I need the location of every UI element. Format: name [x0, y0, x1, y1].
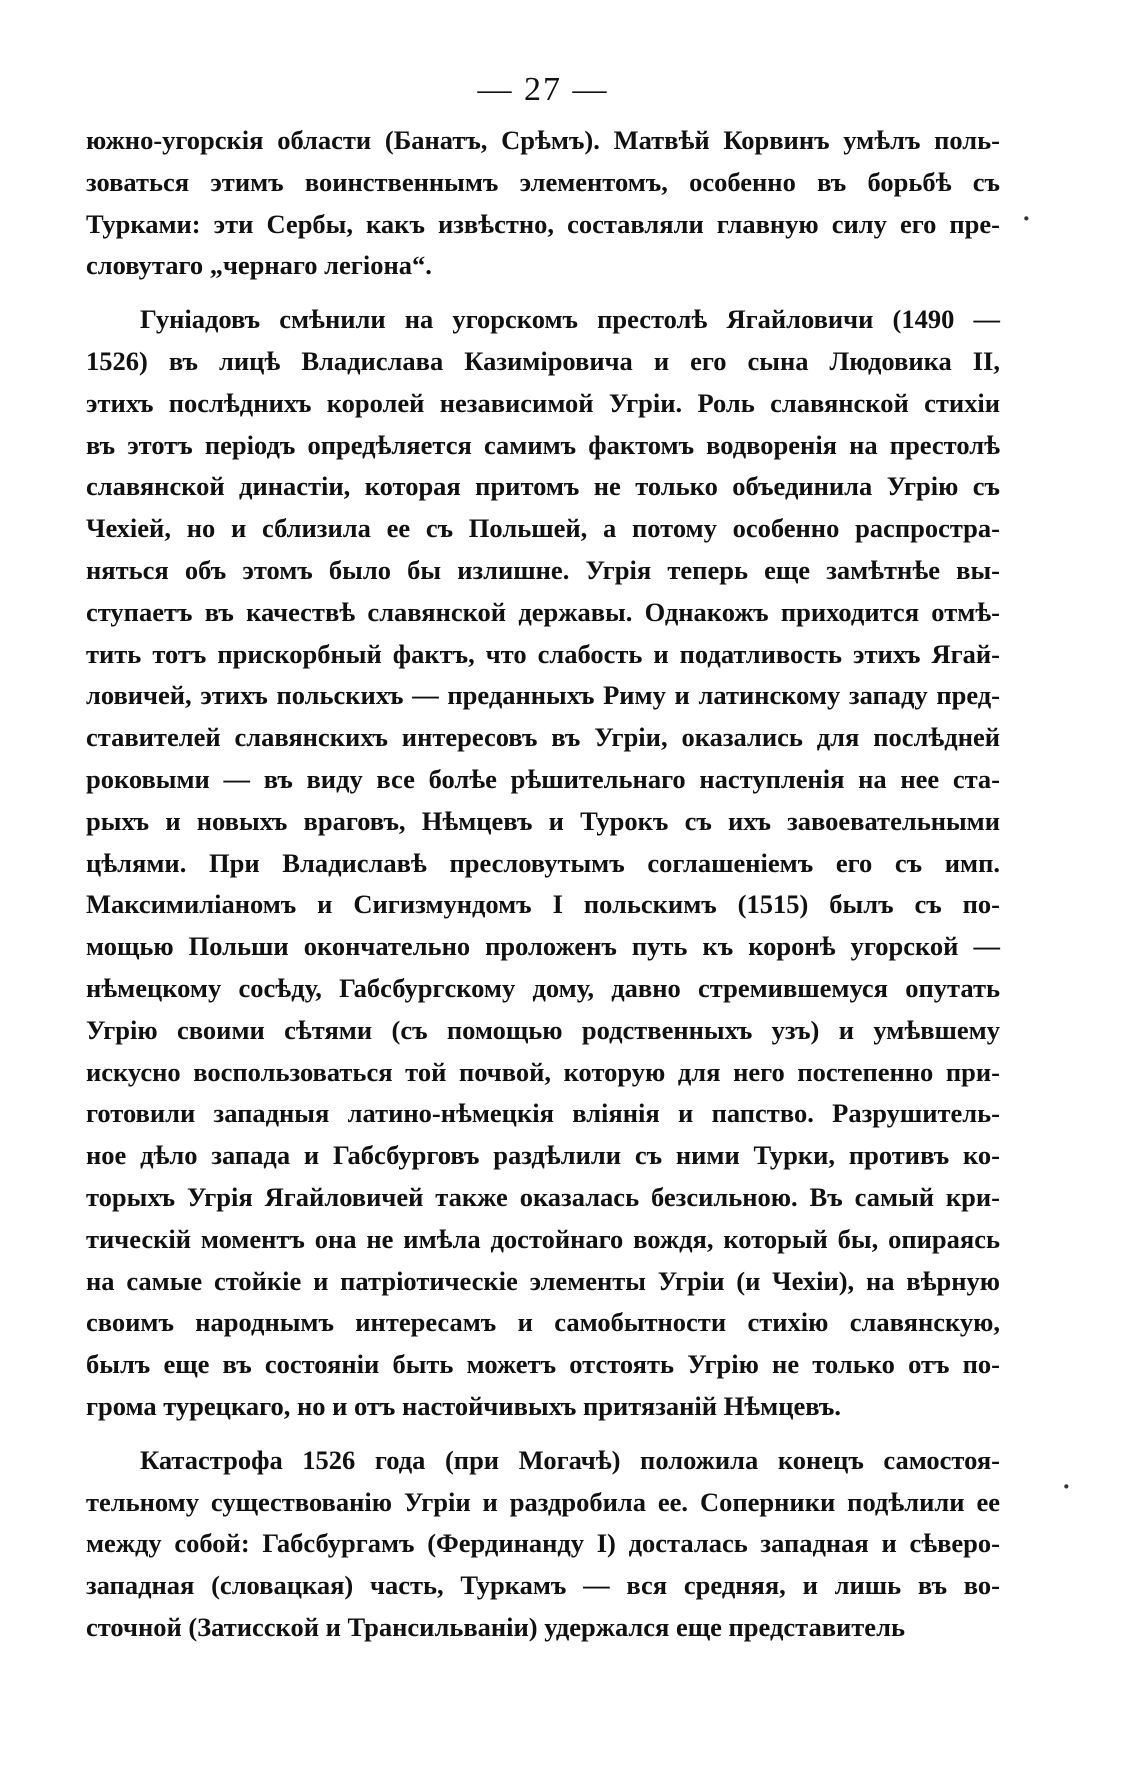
text-line: въ этотъ періодъ опредѣляется самимъ фактомъ водворенія на престолѣ: [86, 429, 1000, 460]
text-line: былъ еще въ состояніи быть можетъ отстоять Угрію не только отъ по-: [86, 1349, 1000, 1380]
text-line: ступаетъ въ качествѣ славянской державы. Однакожъ приходится отмѣ-: [86, 596, 1000, 627]
text-line: тическій моментъ она не имѣла достойнаго вождя, который бы, опираясь: [86, 1223, 1000, 1254]
text-line: няться объ этомъ было бы излишне. Угрія теперь еще замѣтнѣе вы-: [86, 554, 1000, 585]
text-line: Турками: эти Сербы, какъ извѣстно, составляли главную силу его пре-: [86, 208, 1000, 239]
text-line: нѣмецкому сосѣду, Габсбургскому дому, давно стремившемуся опутать: [86, 972, 1000, 1003]
text-line: Катастрофа 1526 года (при Могачѣ) положила конецъ самостоя-: [140, 1444, 1000, 1475]
text-line: Гуніадовъ смѣнили на угорскомъ престолѣ Ягайловичи (1490 —: [140, 304, 1000, 335]
text-line: ное дѣло запада и Габсбурговъ раздѣлили съ ними Турки, противъ ко-: [86, 1140, 1000, 1171]
text-line: словутаго „чернаго легіона“.: [86, 250, 432, 281]
text-line: искусно воспользоваться той почвой, которую для него постепенно при-: [86, 1056, 1000, 1087]
text-line: западная (словацкая) часть, Туркамъ — вся средняя, и лишь въ во-: [86, 1570, 1000, 1601]
text-line: 1526) въ лицѣ Владислава Казиміровича и его сына Людовика II,: [86, 345, 1000, 376]
text-line: грома турецкаго, но и отъ настойчивыхъ притязаній Нѣмцевъ.: [86, 1390, 841, 1421]
text-line: Угрію своими сѣтями (съ помощью родственныхъ узъ) и умѣвшему: [86, 1014, 1000, 1045]
paragraph: [86, 120, 1000, 287]
text-line: сточной (Затисской и Трансильваніи) удержался еще представитель: [86, 1611, 905, 1642]
margin-mark: ·: [1062, 1472, 1071, 1501]
text-line: тить тотъ прискорбный фактъ, что слабость и податливость этихъ Ягай-: [86, 638, 1000, 669]
text-line: цѣлями. При Владиславѣ пресловутымъ соглашеніемъ его съ имп.: [86, 847, 1000, 878]
text-line: Чехіей, но и сблизила ее съ Польшей, а потому особенно распростра-: [86, 513, 1000, 544]
paragraph-gap: [86, 1428, 1000, 1440]
text-line: готовили западныя латино-нѣмецкія вліянія и папство. Разрушитель-: [86, 1098, 1000, 1129]
text-line: славянской династіи, которая притомъ не только объединила Угрію съ: [86, 471, 1000, 502]
text-line: этихъ послѣднихъ королей независимой Угріи. Роль славянской стихіи: [86, 387, 1000, 418]
text-line: южно-угорскія области (Банатъ, Срѣмъ). Матвѣй Корвинъ умѣлъ поль-: [86, 125, 1000, 155]
text-line: на самые стойкіе и патріотическіе элементы Угріи (и Чехіи), на вѣрную: [86, 1265, 1000, 1296]
text-line: своимъ народнымъ интересамъ и самобытности стихію славянскую,: [86, 1307, 1000, 1338]
margin-mark: ·: [1022, 204, 1031, 233]
text-line: зоваться этимъ воинственнымъ элементомъ, особенно въ борьбѣ съ: [86, 166, 1000, 197]
text-line: ставителей славянскихъ интересовъ въ Угріи, оказались для послѣдней: [86, 722, 1000, 753]
book-page: [86, 62, 1000, 1649]
text-line: рыхъ и новыхъ враговъ, Нѣмцевъ и Турокъ съ ихъ завоевательными: [86, 805, 1000, 836]
text-line: Максимиліаномъ и Сигизмундомъ I польскимъ (1515) былъ съ по-: [86, 889, 1000, 920]
text-line: роковыми — въ виду все болѣе рѣшительнаго наступленія на нее ста-: [86, 763, 1000, 794]
text-line: ловичей, этихъ польскихъ — преданныхъ Риму и латинскому западу пред-: [86, 680, 1000, 711]
paragraph-gap: [86, 287, 1000, 299]
page-text: [86, 120, 1000, 1649]
text-line: мощью Польши окончательно проложенъ путь къ коронѣ угорской —: [86, 931, 1000, 962]
paragraph: [86, 1440, 1000, 1649]
paragraph: [86, 299, 1000, 1428]
text-line: тельному существованію Угріи и раздробила ее. Соперники подѣлили ее: [86, 1486, 1000, 1517]
text-line: между собой: Габсбургамъ (Фердинанду I) досталась западная и сѣверо-: [86, 1528, 1000, 1559]
page-number: — 27 —: [477, 71, 609, 108]
text-line: торыхъ Угрія Ягайловичей также оказалась безсильною. Въ самый кри-: [86, 1181, 1000, 1212]
